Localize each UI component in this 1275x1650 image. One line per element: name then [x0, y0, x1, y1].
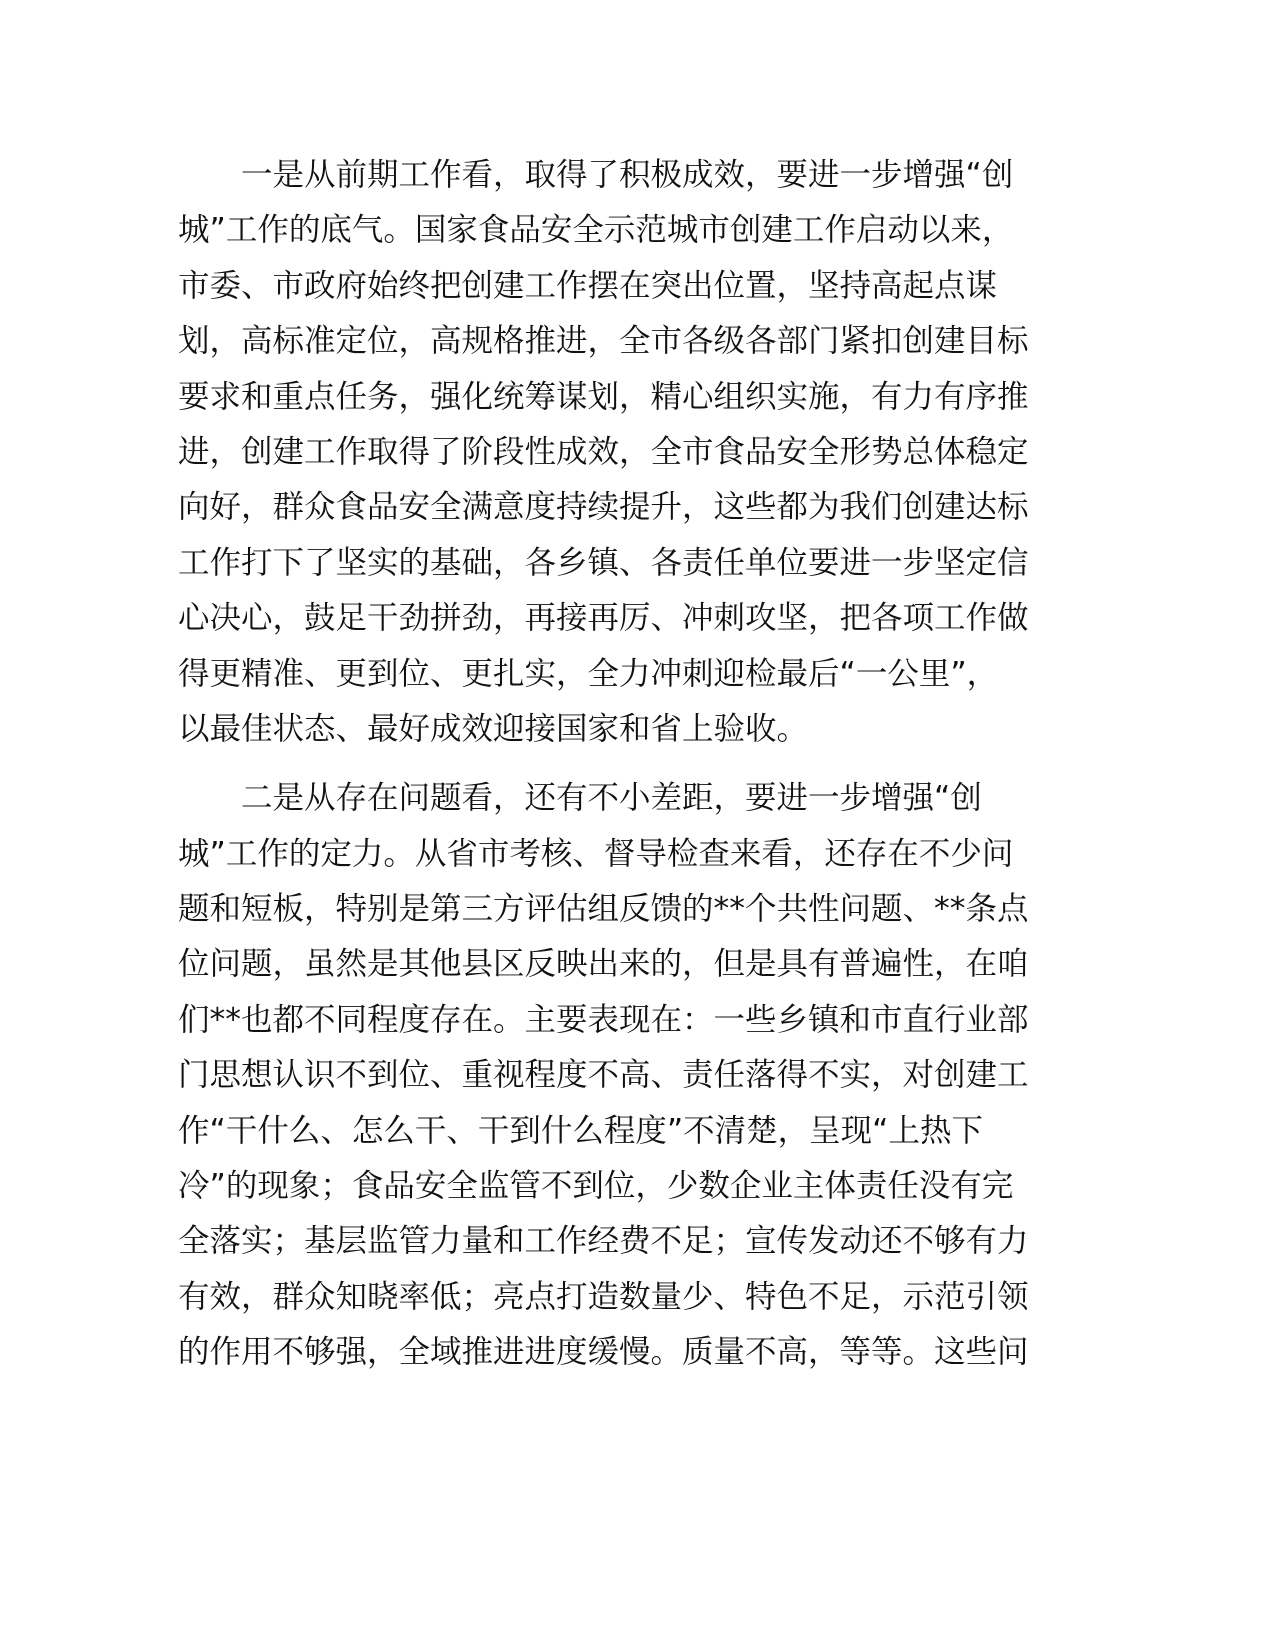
- text-line: 位问题，虽然是其他县区反映出来的，但是具有普遍性，在咱: [178, 946, 1029, 983]
- text-line: 得更精准、更到位、更扎实，全力冲刺迎检最后“一公里”，: [178, 655, 999, 692]
- text-line: 以最佳状态、最好成效迎接国家和省上验收。: [178, 710, 809, 747]
- text-line: 城”工作的底气。国家食品安全示范城市创建工作启动以来，: [178, 212, 1014, 249]
- text-line: 门思想认识不到位、重视程度不高、责任落得不实，对创建工: [178, 1057, 1029, 1094]
- text-line: 全落实；基层监管力量和工作经费不足；宣传发动还不够有力: [178, 1223, 1029, 1260]
- paragraph-1: [178, 148, 1038, 757]
- text-line: 向好，群众食品安全满意度持续提升，这些都为我们创建达标: [178, 489, 1029, 526]
- text-line: 的作用不够强，全域推进进度缓慢。质量不高，等等。这些问: [178, 1334, 1029, 1371]
- text-line: 二是从存在问题看，还有不小差距，要进一步增强“创: [178, 780, 982, 817]
- text-line: 作“干什么、怎么干、干到什么程度”不清楚，呈现“上热下: [178, 1112, 983, 1149]
- text-line: 们**也都不同程度存在。主要表现在：一些乡镇和市直行业部: [178, 1001, 1029, 1038]
- text-line: 要求和重点任务，强化统筹谋划，精心组织实施，有力有序推: [178, 378, 1029, 415]
- text-line: 工作打下了坚实的基础，各乡镇、各责任单位要进一步坚定信: [178, 544, 1029, 581]
- text-line: 题和短板，特别是第三方评估组反馈的**个共性问题、**条点: [178, 891, 1029, 928]
- document-body: [178, 148, 1038, 1381]
- text-line: 进，创建工作取得了阶段性成效，全市食品安全形势总体稳定: [178, 433, 1029, 470]
- text-line: 城”工作的定力。从省市考核、督导检查来看，还存在不少问: [178, 835, 1014, 872]
- text-line: 有效，群众知晓率低；亮点打造数量少、特色不足，示范引领: [178, 1278, 1029, 1315]
- paragraph-2: [178, 771, 1038, 1380]
- text-line: 冷”的现象；食品安全监管不到位，少数企业主体责任没有完: [178, 1168, 1014, 1205]
- text-line: 市委、市政府始终把创建工作摆在突出位置，坚持高起点谋: [178, 267, 998, 304]
- text-line: 划，高标准定位，高规格推进，全市各级各部门紧扣创建目标: [178, 323, 1029, 360]
- paragraph-spacer: [178, 757, 1038, 771]
- text-line: 一是从前期工作看，取得了积极成效，要进一步增强“创: [178, 157, 1014, 193]
- text-line: 心决心，鼓足干劲拼劲，再接再厉、冲刺攻坚，把各项工作做: [178, 600, 1029, 637]
